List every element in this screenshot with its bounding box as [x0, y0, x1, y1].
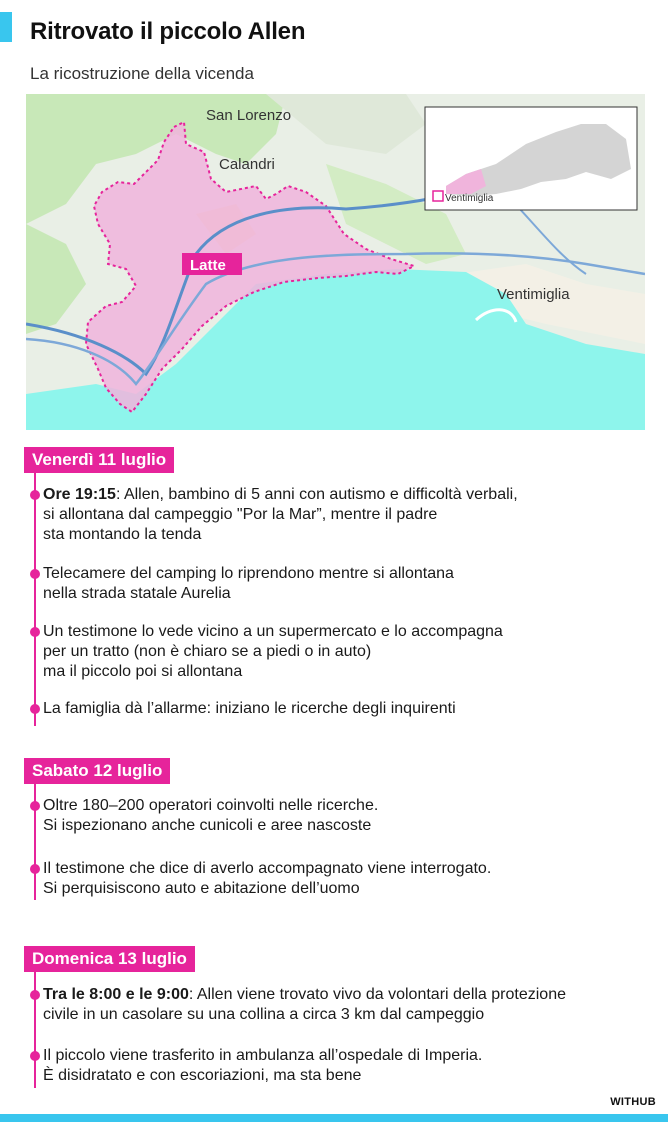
- day-header-sabato: [24, 758, 170, 784]
- item-text: ma il piccolo poi si allontana: [43, 663, 243, 680]
- day-header-venerdi: [24, 447, 174, 473]
- page-title: Ritrovato il piccolo Allen: [30, 18, 306, 45]
- timeline-item: [43, 564, 643, 604]
- label-latte: Latte: [190, 257, 226, 274]
- timeline-item: [43, 859, 643, 899]
- footer-accent-bar: [0, 1114, 668, 1122]
- timeline-item: [43, 985, 643, 1025]
- timeline-item: [43, 699, 643, 719]
- timeline-dot: [30, 990, 40, 1000]
- day-label: Venerdì 11 luglio: [24, 447, 174, 473]
- label-calandri: Calandri: [219, 156, 275, 173]
- timeline-item: [43, 485, 643, 545]
- label-ventimiglia: Ventimiglia: [497, 286, 570, 303]
- item-text: si allontana dal campeggio "Por la Mar”, mentre il padre: [43, 506, 438, 523]
- item-text: Il testimone che dice di averlo accompagnato viene interrogato.: [43, 860, 492, 877]
- item-text: : Allen viene trovato vivo da volontari della protezione: [188, 986, 566, 1003]
- item-text: Si ispezionano anche cunicoli e aree nascoste: [43, 817, 372, 834]
- map-svg: [26, 94, 645, 430]
- item-text: Telecamere del camping lo riprendono mentre si allontana: [43, 565, 454, 582]
- timeline-dot: [30, 1051, 40, 1061]
- timeline-item: [43, 1046, 643, 1086]
- map: [26, 94, 645, 430]
- item-text: Il piccolo viene trasferito in ambulanza all’ospedale di Imperia.: [43, 1047, 483, 1064]
- brand-logo: WITHUB: [610, 1096, 656, 1108]
- timeline-item: [43, 622, 643, 682]
- label-san-lorenzo: San Lorenzo: [206, 107, 292, 124]
- timeline-line: [34, 473, 36, 726]
- item-text: Un testimone lo vede vicino a un supermercato e lo accompagna: [43, 623, 503, 640]
- item-time: Tra le 8:00 e le 9:00: [43, 986, 189, 1003]
- title-accent-bar: [0, 12, 12, 42]
- timeline-dot: [30, 704, 40, 714]
- timeline-item: [43, 796, 643, 836]
- item-text: Oltre 180–200 operatori coinvolti nelle ricerche.: [43, 797, 379, 814]
- item-text: : Allen, bambino di 5 anni con autismo e difficoltà verbali,: [115, 486, 518, 503]
- page-subtitle: La ricostruzione della vicenda: [30, 64, 254, 83]
- item-text: sta montando la tenda: [43, 526, 202, 543]
- timeline-dot: [30, 801, 40, 811]
- item-text: È disidratato e con escoriazioni, ma sta bene: [43, 1067, 362, 1084]
- item-text: civile in un casolare su una collina a circa 3 km dal campeggio: [43, 1006, 485, 1023]
- item-time: Ore 19:15: [43, 486, 116, 503]
- item-text: per un tratto (non è chiaro se a piedi o in auto): [43, 643, 372, 660]
- timeline-dot: [30, 490, 40, 500]
- item-text: nella strada statale Aurelia: [43, 585, 231, 602]
- item-text: Si perquisiscono auto e abitazione dell’uomo: [43, 880, 360, 897]
- item-text: La famiglia dà l’allarme: iniziano le ricerche degli inquirenti: [43, 700, 456, 717]
- day-label: Domenica 13 luglio: [24, 946, 195, 972]
- inset-label-ventimiglia: Ventimiglia: [445, 193, 494, 204]
- day-header-domenica: [24, 946, 195, 972]
- timeline-dot: [30, 627, 40, 637]
- day-label: Sabato 12 luglio: [24, 758, 170, 784]
- timeline-dot: [30, 864, 40, 874]
- timeline-dot: [30, 569, 40, 579]
